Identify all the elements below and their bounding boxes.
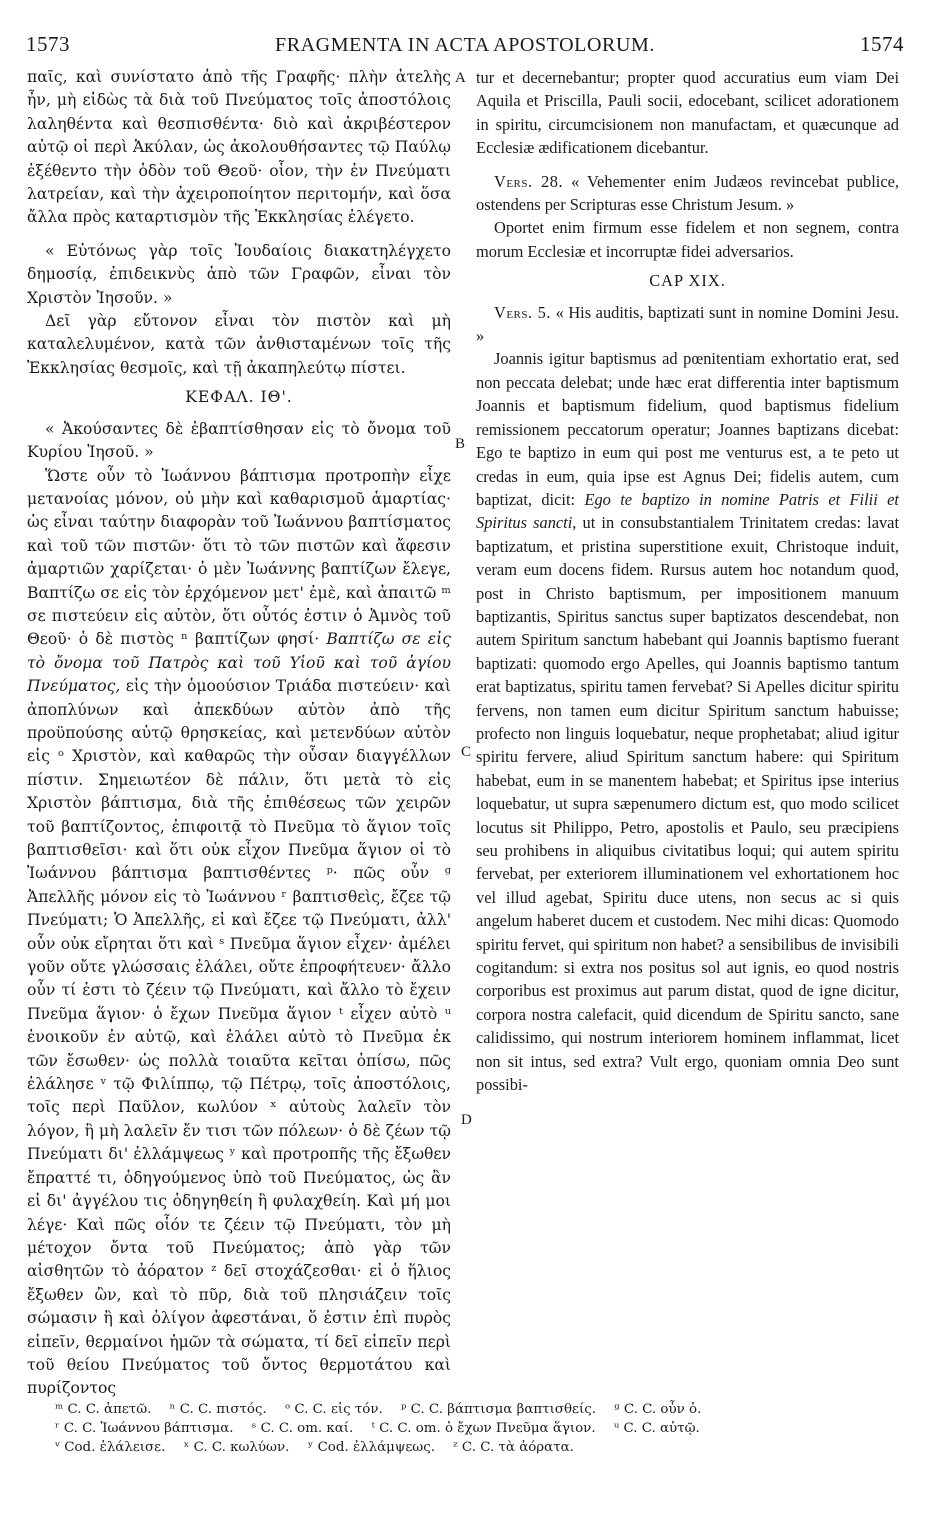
footnote: ⁿ C. C. πιστός. — [169, 1402, 267, 1417]
footnote: ʸ Cod. ἐλλάμψεως. — [307, 1440, 435, 1455]
latin-chapter-heading: CAP XIX. — [649, 271, 726, 291]
greek-baptismal-formula: Βαπτίζω σε εἰς τὸ ὄνομα τοῦ Πατρὸς καὶ τοῦ Υἱοῦ καὶ τοῦ ἁγίου Πνεύματος, — [27, 630, 451, 696]
page-number-left: 1573 — [26, 32, 70, 56]
footnote-row — [55, 1400, 905, 1419]
page-header — [26, 32, 904, 62]
latin-paragraph-5 — [476, 347, 899, 1096]
latin-paragraph-3: Oportet enim firmum esse fidelem et non segnem, contra morum Ecclesiæ et incorruptæ fidei adversarios. — [476, 218, 899, 261]
greek-paragraph-3: Δεῖ γὰρ εὔτονον εἶναι τὸν πιστὸν καὶ μὴ καταλελυμένον, κατὰ τῶν ἀνθισταμένων τοῖς τῆς Ἐκκλησίας θεσμοῖς, καὶ τῇ ἀκαπηλεύτῳ πίστει. — [27, 312, 451, 377]
latin-paragraph-4 — [476, 301, 899, 348]
verse-label: Vers. 5. — [494, 302, 551, 322]
greek-paragraph-1: παῖς, καὶ συνίστατο ἀπὸ τῆς Γραφῆς· πλὴν ἀτελὴς ἦν, μὴ εἰδὼς τὰ διὰ τοῦ Πνεύματος τοῖς ἀποστόλοις λαληθέντα καὶ θεσπισθέντα· διὸ καὶ ἀκριβέστερον αὐτῷ οἱ περὶ Ἀκύλαν, ὡς ἀκολουθήσαντες τῷ Παύλῳ ἐξέθεντο τὴν ὁδὸν τοῦ Θεοῦ· οἷον, τὴν ἐν Πνεύματι λατρείαν, καὶ τὴν ἀχειροποίητον περιτομήν, καὶ ὅσα ἄλλα πρὸς καταρτισμὸν τῆς Ἐκκλησίας ἐλέγετο. — [27, 68, 451, 227]
greek-text: εἰς τὴν ὁμοούσιον Τριάδα πιστεύειν· καὶ ἀποπλύνων καὶ ἀπεκδύων αὐτὸν ἀπὸ τῆς προϋπούσης αὐτῷ θρησκείας, καὶ μετενδύων αὐτὸν εἰς ᵒ Χριστὸν, καὶ καθαρῶς τὴν οὖσαν διαγγέλλων πίστιν. Σημειωτέον δὲ πάλιν, ὅτι μετὰ τὸ εἰς Χριστὸν βάπτισμα, διὰ τῆς ἐπιθέσεως τῶν χειρῶν τοῦ βαπτίζοντος, ἐπιφοιτᾷ τὸ Πνεῦμα τὸ ἅγιον τοῖς βαπτισθεῖσι· καὶ ὅτι οὐκ εἶχον Πνεῦμα ἅγιον οἱ τὸ Ἰωάννου βάπτισμα βαπτισθέντες ᵖ· πῶς οὖν ᵍ Ἀπελλῆς μόνον εἰς τὸ Ἰωάννου ʳ βαπτισθεὶς, ἔζεε τῷ Πνεύματι; Ὁ Ἀπελλῆς, εἰ καὶ ἔζεε τῷ Πνεύματι, ἀλλ' οὖν οὐκ εἴρηται ὅτι καὶ ˢ Πνεῦμα ἅγιον εἶχεν· ἀμέλει γοῦν οὔτε γλώσσαις ἐλάλει, οὔτε ἐπροφήτευεν· ἄλλο οὖν τί ἐστι τὸ ζέειν τῷ Πνεύματι, καὶ ἄλλο τὸ ἔχειν Πνεῦμα ἅγιον· ὁ ἔχων Πνεῦμα ἅγιον ᵗ εἶχεν αὐτὸ ᵘ ἐνοικοῦν ἐν αὐτῷ, καὶ ἐλάλει αὐτὸ τὸ Πνεῦμα ἐκ τῶν ἔσωθεν· ὡς πολλὰ τοιαῦτα κεῖται ὀπίσω, πῶς ἐλάλησε ᵛ τῷ Φιλίππῳ, τῷ Πέτρῳ, τοῖς ἀποστόλοις, τοῖς περὶ Παῦλον, κωλύον ˣ αὐτοὺς λαλεῖν τὸν λόγον, ἢ μὴ λαλεῖν ἔν τισι τῶν πόλεων· ὁ δὲ ζέων τῷ Πνεύματι δι' ἐλλάμψεως ʸ καὶ προτροπῆς τῆς ἔξωθεν ἔπραττέ τι, ὁδηγούμενος ὑπὸ τοῦ Πνεύματος, ὡς ἂν εἰ δι' ἀγγέλου τις ὁδηγηθείη ἢ φυλαχθείη. Καὶ μή μοι λέγε· Καὶ πῶς οἷόν τε ζέειν τῷ Πνεύματι, τὸν μὴ μέτοχον ὄντα τοῦ Πνεύματος; ἀπὸ γὰρ τῶν αἰσθητῶν τὸ ἀόρατον ᶻ δεῖ στοχάζεσθαι· εἰ ὁ ἥλιος ἔξωθεν ὢν, καὶ τὸ πῦρ, διὰ τοῦ πλησιάζειν τοῖς σώμασιν ἢ καὶ ὀλίγον ἀφεστάναι, ὅ ἐστιν ἐπὶ πυρὸς εἰπεῖν, θερμαίνοι ἡμῶν τὰ σώματα, τί δεῖ εἰπεῖν περὶ τοῦ θείου Πνεύματος τοῦ ὄντος θερμοτάτου καὶ πυρίζοντος — [27, 677, 451, 1398]
greek-chapter-heading: ΚΕΦΑΛ. ΙΘ'. — [185, 388, 293, 407]
footnote: ᵐ C. C. ἀπετῶ. — [55, 1402, 152, 1417]
latin-text: ut in consubstantialem Trinitatem credas: lavat baptizatum, et pristina superstitione exuit, Christoque induit, veram eum docens fidem. Rursus autem hoc notandum quod, post in Christo baptismum, per impositionem manuum baptizantis, Spiritus sanctus super baptizatos descendebat, non autem Spiritum sanctum habebant qui Joannis baptismo fuerant baptizati: quomodo ergo Apelles, qui Joannis baptismo tantum erat baptizatus, spiritu tamen fervebat? Si Apelles dicitur spiritu fervens, non tamen eum dicitur Spiritum sanctum habuisse; profecto non linguis loquebatur, neque prophetabat; aliud igitur spiritu fervere, aliud Spiritum sanctum habere: qui Spiritum habebat, eum in se manentem habebat; et Spiritus ipse interius loquebatur, ut supra sæpenumero dictum est, quo modo scilicet locutus sit Philippo, Petro, apostolis et Paulo, seu præcipiens seu prohibens in aliquibus civitatibus loqui; qui autem spiritu fervebat, per exteriorem illuminationem vel exhortationem hoc vel illud agebat, Spiritu duce utens, non secus ac si quis angelum haberet ducem et custodem. Nec mihi dicas: Quomodo spiritu fervet, qui spiritum non habet? a sensibilibus de invisibili cogitandum: si extra nos positus sol aut ignis, eo quod nostris corporibus est proximus aut parum distat, quod de igne dicitur, corpora nostra calefacit, quid dicendum de Spiritu sancto, sane calidissimo, qui nostrum interiorem hominem inflammat, licet non sit intus, sed extra? Vult ergo, quoniam omnia Deo sunt possibi- — [476, 513, 899, 1095]
latin-text: Joannis igitur baptismus ad pœnitentiam exhortatio erat, sed non peccata delebat; unde hæc erat differentia inter baptismum Joannis et baptismum fidelium, quod baptismus fidelium remissionem peccatorum operatur; Joannes baptizans dicebat: Ego te baptizo in eum qui post me venturus est, a te peto ut credas in eum, quia ipse est Agnus Dei; fidelis autem, cum baptizat, dicit: — [476, 349, 899, 509]
latin-text: « His auditis, baptizati sunt in nomine Domini Jesu. » — [476, 302, 899, 346]
footnote: ᵍ C. C. οὖν ὁ. — [614, 1402, 702, 1417]
greek-column — [27, 66, 451, 1401]
latin-paragraph-1: tur et decernebantur; propter quod accuratius eum viam Dei Aquila et Priscilla, Pauli socii, edocebant, scilicet adorationem in spiritu, circumcisionem non manufactam, et quæcunque ad Ecclesiæ ædificationem dicebantur. — [476, 68, 899, 158]
footnote: ʳ C. C. Ἰωάννου βάπτισμα. — [55, 1421, 234, 1436]
greek-paragraph-2: « Εὐτόνως γὰρ τοῖς Ἰουδαίοις διακατηλέγχετο δημοσίᾳ, ἐπιδεικνὺς ἀπὸ τῶν Γραφῶν, εἶναι τὸν Χριστὸν Ἰησοῦν. » — [27, 241, 451, 307]
footnote: ᵒ C. C. εἰς τόν. — [284, 1402, 383, 1417]
greek-paragraph-4: « Ἀκούσαντες δὲ ἐβαπτίσθησαν εἰς τὸ ὄνομα τοῦ Κυρίου Ἰησοῦ. » — [27, 419, 451, 462]
page-number-right: 1574 — [860, 32, 904, 56]
footnote-row — [55, 1419, 905, 1438]
verse-label: Vers. 28. — [494, 171, 564, 191]
footnote: ᵘ C. C. αὐτῷ. — [613, 1421, 700, 1436]
footnote: ˣ C. C. κωλύων. — [183, 1440, 290, 1455]
margin-letter-d: D — [461, 1112, 472, 1128]
footnote: ᶻ C. C. τὰ ἀόρατα. — [453, 1440, 574, 1455]
latin-paragraph-2 — [476, 170, 899, 217]
footnote: ᵛ Cod. ἐλάλεισε. — [55, 1440, 166, 1455]
footnote: ˢ C. C. om. καί. — [251, 1421, 354, 1436]
latin-baptismal-formula: Ego te baptizo in nomine Patris et Filii et Spiritus sancti, — [476, 489, 899, 533]
footnote: ᵖ C. C. βάπτισμα βαπτισθείς. — [401, 1402, 596, 1417]
greek-paragraph-5 — [27, 465, 451, 1401]
margin-letter-a: A — [455, 70, 466, 86]
running-title: FRAGMENTA IN ACTA APOSTOLORUM. — [274, 34, 656, 56]
footnote-row — [55, 1438, 905, 1457]
latin-text: « Vehementer enim Judæos revincebat publice, ostendens per Scripturas esse Christum Jesum. » — [476, 171, 899, 215]
latin-column — [476, 66, 899, 1096]
greek-text: Ὥστε οὖν τὸ Ἰωάννου βάπτισμα προτροπὴν εἶχε μετανοίας μόνον, οὐ μὴν καὶ καθαρισμοῦ ἁμαρτίας· ὡς εἶναι ταύτην διαφορὰν τοῦ Ἰωάννου βαπτίσματος καὶ τοῦ τῶν πιστῶν· ὅτι τὸ τῶν πιστῶν καὶ ἄφεσιν ἁμαρτιῶν χαρίζεται· ὁ μὲν Ἰωάννης βαπτίζων ἔλεγε, Βαπτίζω σε εἰς τὸν ἐρχόμενον μετ' ἐμὲ, καὶ ἀπαιτῶ ᵐ σε πιστεύειν εἰς αὐτὸν, ὅτι οὗτός ἐστιν ὁ Ἀμνὸς τοῦ Θεοῦ· ὁ δὲ πιστὸς ⁿ βαπτίζων φησί· — [27, 466, 451, 649]
footnote: ᵗ C. C. om. ὁ ἔχων Πνεῦμα ἅγιον. — [371, 1421, 596, 1436]
margin-letter-c: C — [461, 744, 472, 760]
margin-letter-b: B — [455, 436, 466, 452]
footnotes — [55, 1400, 905, 1457]
